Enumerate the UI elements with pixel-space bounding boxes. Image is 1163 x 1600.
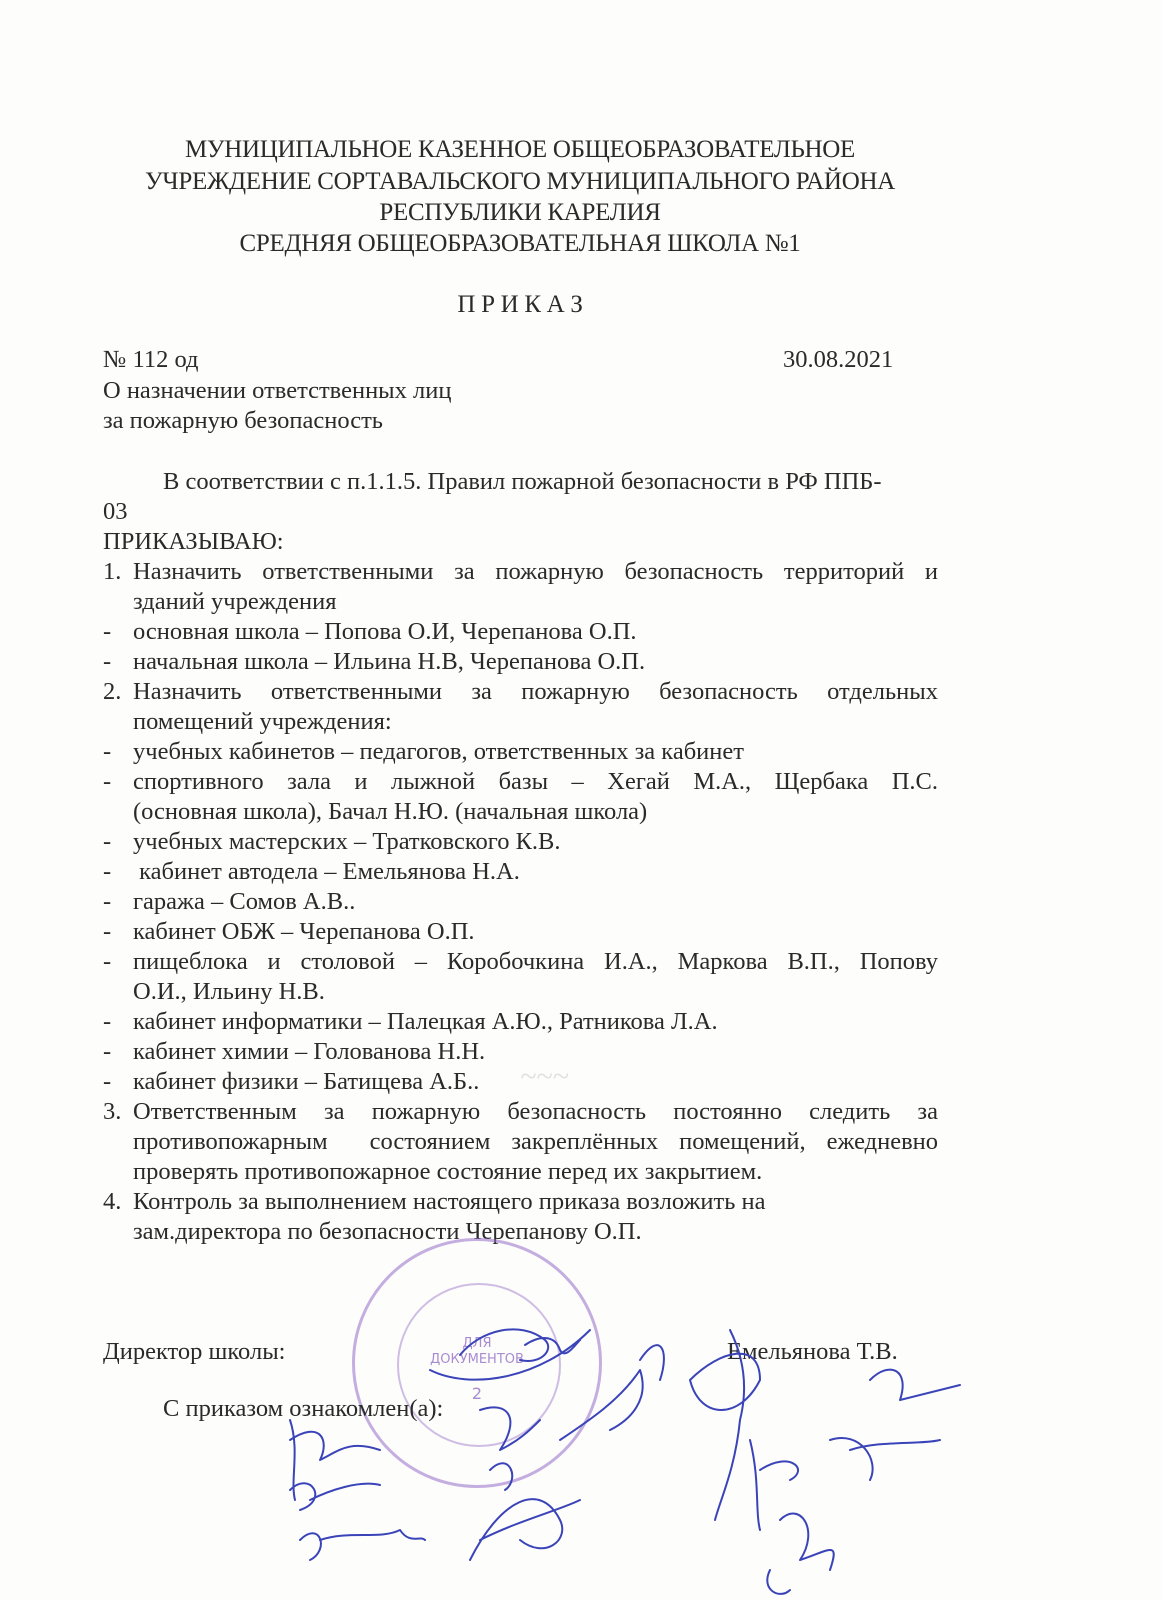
bullet-dash: - xyxy=(103,1068,112,1095)
signature-11 xyxy=(780,1514,834,1570)
item-4-line-1: Контроль за выполнением настоящего приказа возложить на xyxy=(133,1188,766,1215)
order-subject-line-2: за пожарную безопасность xyxy=(103,407,383,434)
order-subject-line-1: О назначении ответственных лиц xyxy=(103,377,452,404)
list-item: начальная школа – Ильина Н.В, Черепанова О.П. xyxy=(133,648,646,675)
list-item-continuation: (основная школа), Бачал Н.Ю. (начальная школа) xyxy=(133,798,648,825)
faint-background-handwriting: ~~~ xyxy=(520,1060,569,1093)
list-item: спортивного зала и лыжной базы – Хегай М.А., Щербака П.С. xyxy=(133,768,938,795)
list-item: кабинет ОБЖ – Черепанова О.П. xyxy=(133,918,475,945)
acknowledged-label: С приказом ознакомлен(а): xyxy=(163,1395,444,1422)
org-header-line-3: РЕСПУБЛИКИ КАРЕЛИЯ xyxy=(379,199,661,226)
preamble-line-2: 03 xyxy=(103,498,128,525)
item-1-number: 1. xyxy=(103,558,122,585)
item-2-number: 2. xyxy=(103,678,122,705)
list-item: кабинет автодела – Емельянова Н.А. xyxy=(133,858,520,885)
bullet-dash: - xyxy=(103,768,112,795)
signature-10 xyxy=(830,1438,940,1480)
command-heading: ПРИКАЗЫВАЮ: xyxy=(103,528,284,555)
bullet-dash: - xyxy=(103,918,112,945)
signature-12 xyxy=(767,1570,790,1594)
signature-1 xyxy=(290,1420,380,1500)
item-3-number: 3. xyxy=(103,1098,122,1125)
item-2-line-2: помещений учреждения: xyxy=(133,708,392,735)
item-2-line-1: Назначить ответственными за пожарную безопасность отдельных xyxy=(133,678,938,705)
item-3-line-3: проверять противопожарное состояние перед их закрытием. xyxy=(133,1158,763,1185)
director-signature xyxy=(430,1329,590,1379)
signature-7 xyxy=(690,1330,760,1520)
list-item: пищеблока и столовой – Коробочкина И.А., Маркова В.П., Попову xyxy=(133,948,938,975)
bullet-dash: - xyxy=(103,738,112,765)
item-4-number: 4. xyxy=(103,1188,122,1215)
list-item: кабинет химии – Голованова Н.Н. xyxy=(133,1038,486,1065)
order-date: 30.08.2021 xyxy=(783,346,894,373)
bullet-dash: - xyxy=(103,1038,112,1065)
signature-role: Директор школы: xyxy=(103,1338,286,1365)
stamp-center-text-2: ДОКУМЕНТОВ xyxy=(430,1352,524,1367)
signature-3 xyxy=(300,1530,425,1560)
preamble-line-1: В соответствии с п.1.1.5. Правил пожарной безопасности в РФ ППБ- xyxy=(163,468,882,495)
item-4-line-2: зам.директора по безопасности Черепанову О.П. xyxy=(133,1218,642,1245)
list-item: кабинет информатики – Палецкая А.Ю., Ратникова Л.А. xyxy=(133,1008,718,1035)
signature-4 xyxy=(480,1407,540,1490)
list-item: гаража – Сомов А.В.. xyxy=(133,888,356,915)
list-item: учебных кабинетов – педагогов, ответственных за кабинет xyxy=(133,738,744,765)
bullet-dash: - xyxy=(103,648,112,675)
list-item: учебных мастерских – Тратковского К.В. xyxy=(133,828,561,855)
list-item: кабинет физики – Батищева А.Б.. xyxy=(133,1068,480,1095)
bullet-dash: - xyxy=(103,948,112,975)
signature-2 xyxy=(290,1483,380,1510)
item-1-line-1: Назначить ответственными за пожарную безопасность территорий и xyxy=(133,558,938,585)
bullet-dash: - xyxy=(103,858,112,885)
bullet-dash: - xyxy=(103,1008,112,1035)
signature-6 xyxy=(560,1345,664,1440)
bullet-dash: - xyxy=(103,888,112,915)
org-header-line-1: МУНИЦИПАЛЬНОЕ КАЗЕННОЕ ОБЩЕОБРАЗОВАТЕЛЬНОЕ xyxy=(184,136,856,163)
signature-name: Емельянова Т.В. xyxy=(727,1338,898,1365)
signature-8 xyxy=(750,1440,798,1530)
item-3-line-1: Ответственным за пожарную безопасность постоянно следить за xyxy=(133,1098,938,1125)
document-type-title: П Р И К А З xyxy=(457,291,583,318)
org-header-line-4: СРЕДНЯЯ ОБЩЕОБРАЗОВАТЕЛЬНАЯ ШКОЛА №1 xyxy=(239,230,801,257)
stamp-number: 2 xyxy=(471,1384,483,1403)
item-3-line-2: противопожарным состоянием закреплённых помещений, ежедневно xyxy=(133,1128,938,1155)
list-item: основная школа – Попова О.И, Черепанова О.П. xyxy=(133,618,637,645)
order-number: № 112 од xyxy=(103,346,199,373)
stamp-center-text-1: ДЛЯ xyxy=(462,1336,492,1351)
item-1-line-2: зданий учреждения xyxy=(133,588,337,615)
signature-9 xyxy=(870,1370,960,1400)
signature-5 xyxy=(470,1499,580,1560)
bullet-dash: - xyxy=(103,828,112,855)
org-header-line-2: УЧРЕЖДЕНИЕ СОРТАВАЛЬСКОГО МУНИЦИПАЛЬНОГО РАЙОНА xyxy=(145,168,895,195)
bullet-dash: - xyxy=(103,618,112,645)
list-item-continuation: О.И., Ильину Н.В. xyxy=(133,978,325,1005)
